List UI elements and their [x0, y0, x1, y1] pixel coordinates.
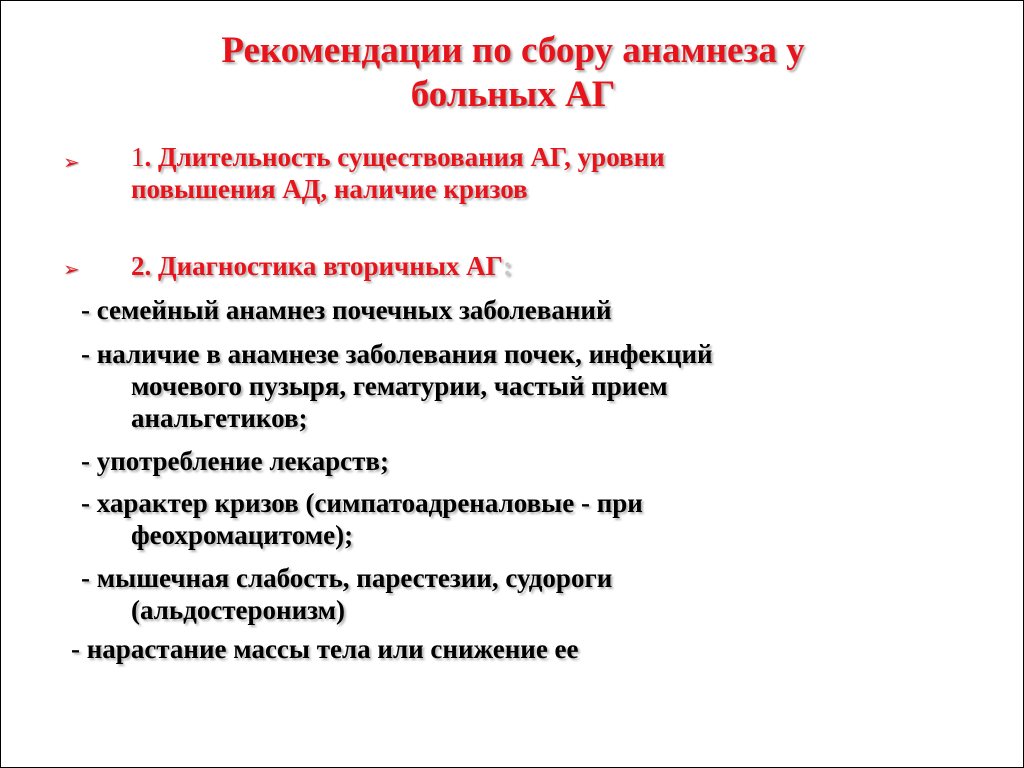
subitem-line: - нарастание массы тела или снижение ее — [71, 634, 579, 664]
subitem-line: - семейный анамнез почечных заболеваний — [81, 295, 612, 325]
item-1-line-2: повышения АД, наличие кризов — [131, 174, 528, 204]
subitem-line: - характер кризов (симпатоадреналовые - при — [81, 488, 643, 518]
slide-title — [1, 29, 1024, 117]
item-1-line-1 — [131, 141, 665, 173]
subitem-line: - употребление лекарств; — [81, 446, 389, 476]
arrow-bullet-icon: ➢ — [63, 152, 80, 174]
slide-title-line-2: больных АГ — [410, 74, 616, 115]
subitem-line: анальгетиков; — [131, 403, 308, 433]
arrow-bullet-icon: ➢ — [63, 259, 80, 281]
slide-title-line-1: Рекомендации по сбору анамнеза у — [221, 30, 805, 71]
item-2-heading — [131, 250, 512, 282]
subitem-line: мочевого пузыря, гематурии, частый прием — [131, 371, 668, 401]
subitem-line: - наличие в анамнезе заболевания почек, инфекций — [81, 339, 713, 369]
item-2-text: 2. Диагностика вторичных АГ — [131, 251, 503, 281]
item-1-number: 1 — [131, 142, 145, 172]
subitem-line: феохромацитоме); — [131, 520, 354, 550]
subitem-line: (альдостеронизм) — [131, 595, 346, 625]
item-2-colon: : — [502, 251, 512, 281]
item-1-text: . Длительность существования АГ, уровни — [144, 142, 665, 172]
subitem-line: - мышечная слабость, парестезии, судороги — [81, 563, 613, 593]
